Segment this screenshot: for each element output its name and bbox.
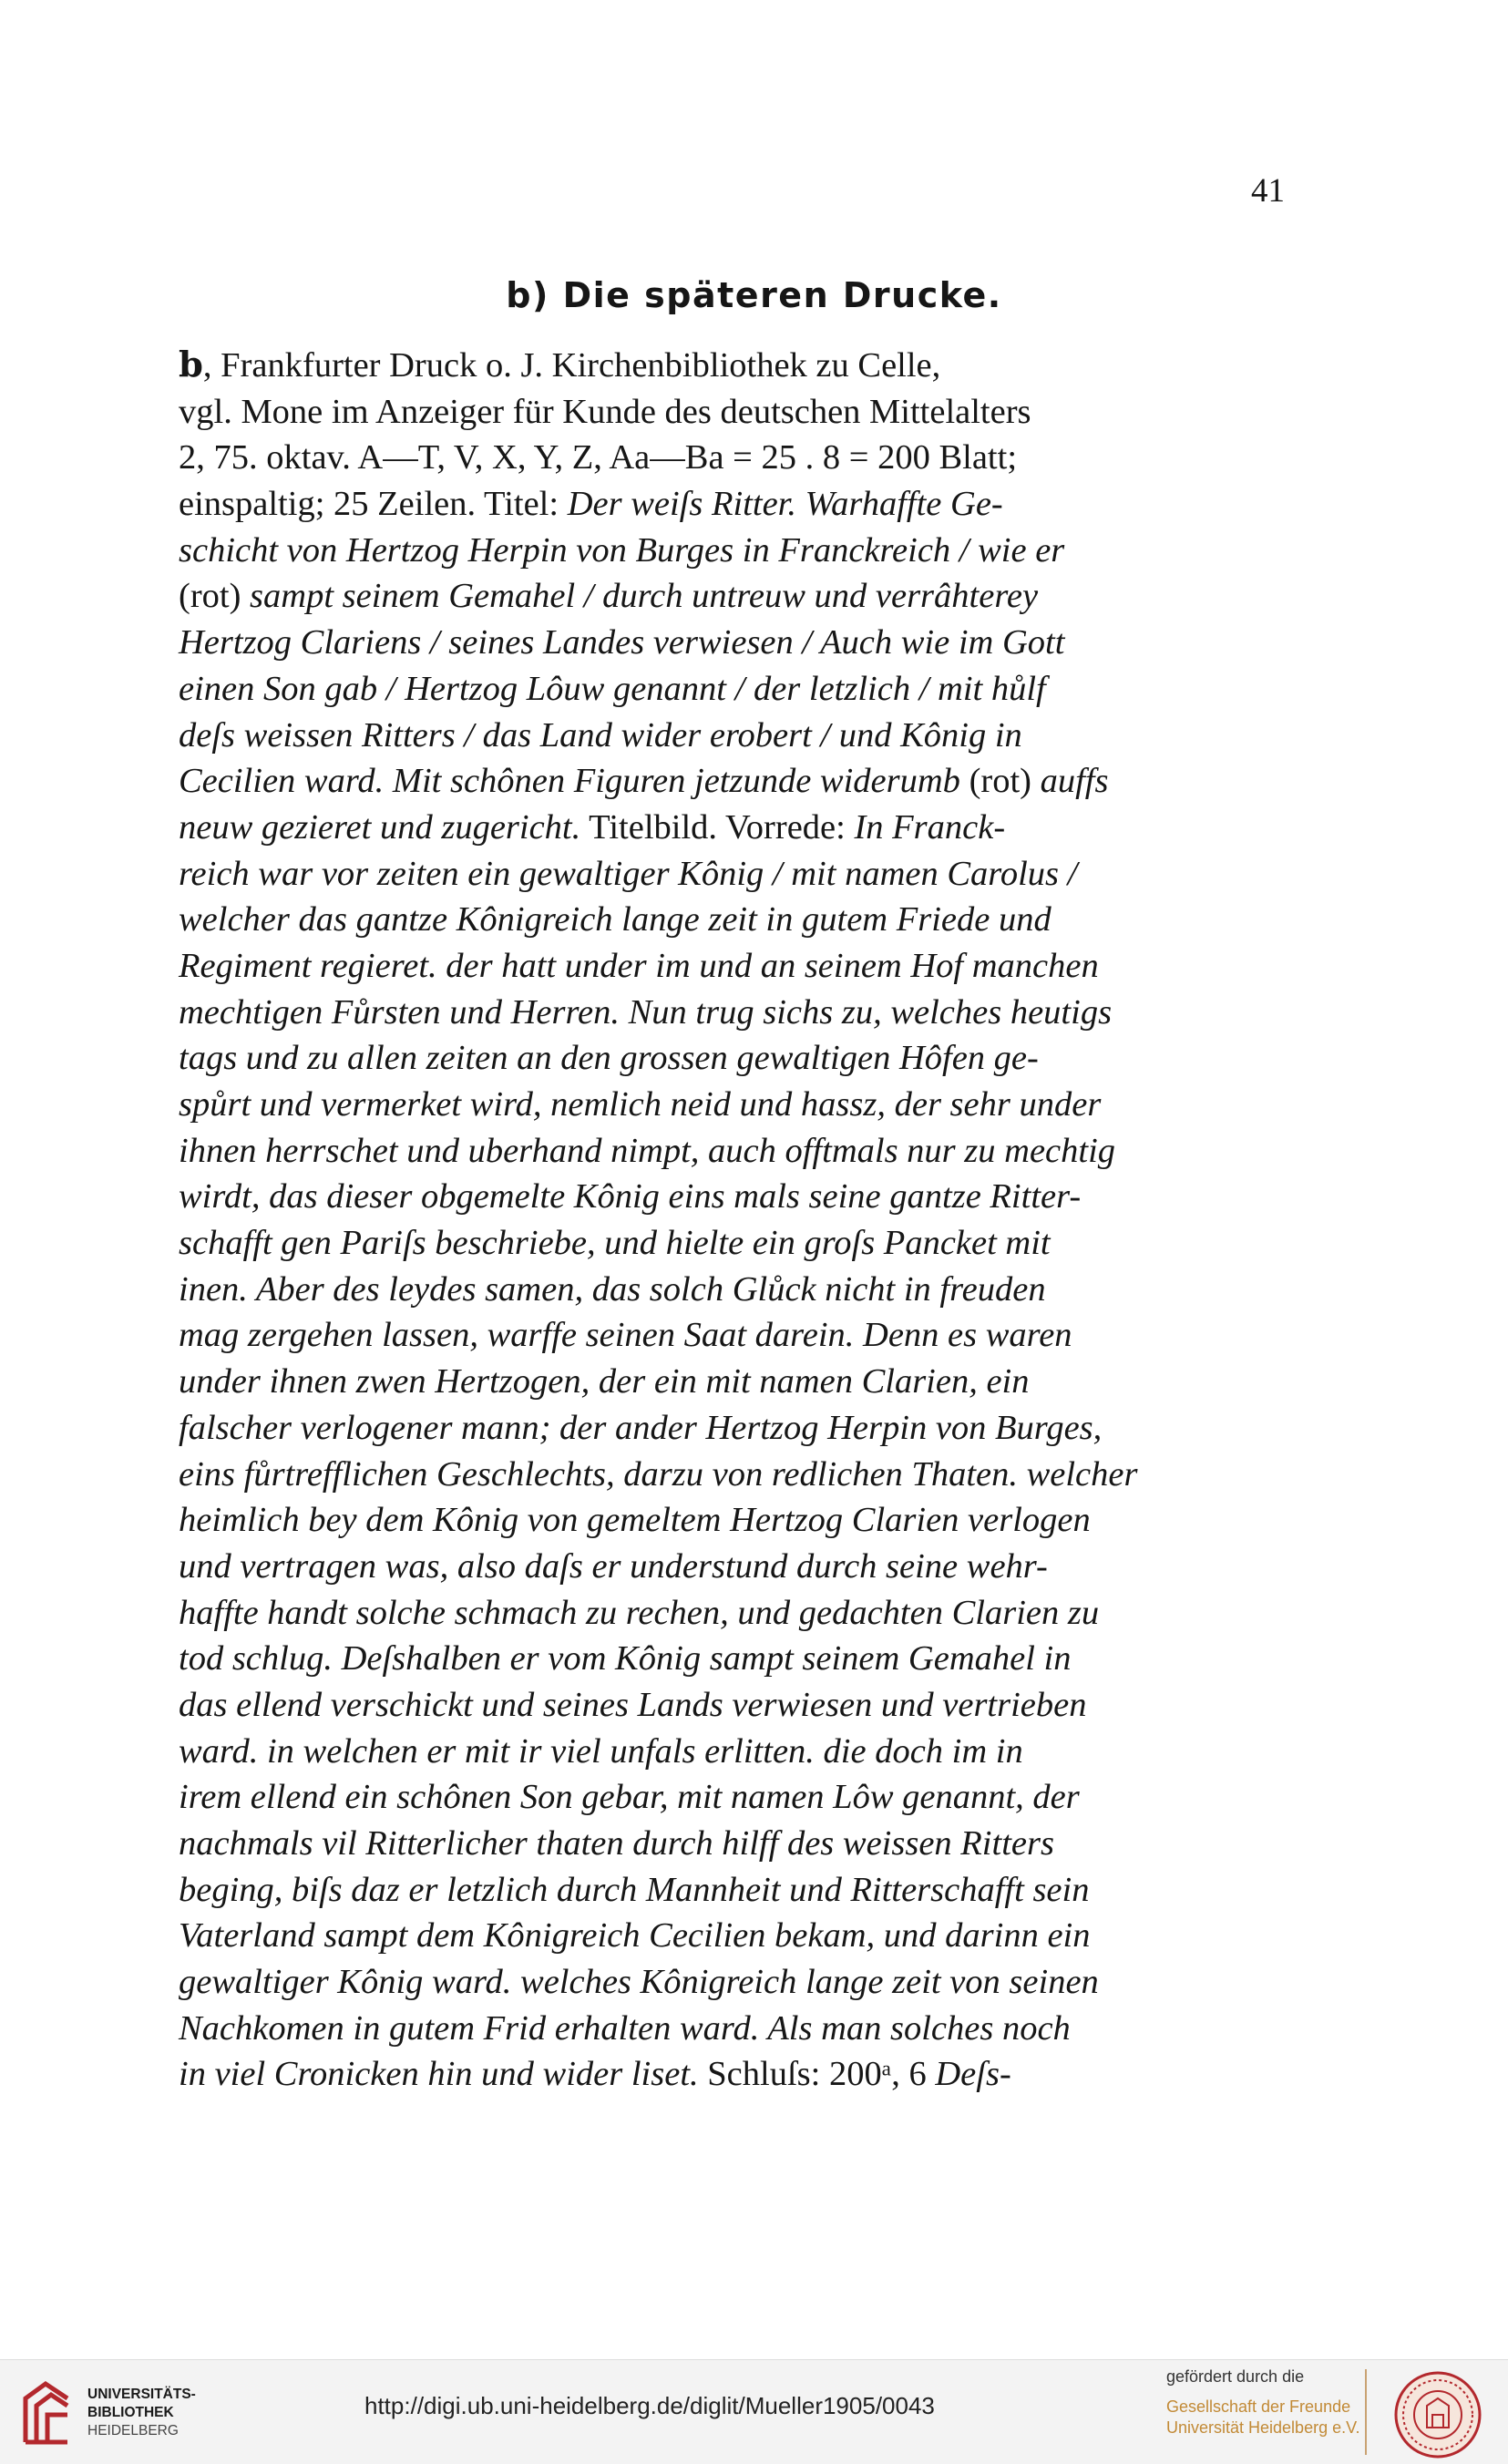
text-line — [179, 666, 1284, 713]
page-number: 41 — [1251, 172, 1285, 210]
text-line — [179, 573, 1284, 620]
text-line — [179, 897, 1284, 943]
text-run: sampt seinem Gemahel / durch untreuw und verrâhterey — [250, 577, 1039, 616]
library-name-line2: BIBLIOTHEK — [87, 2405, 174, 2420]
text-line — [179, 528, 1284, 574]
sponsor-divider — [1365, 2369, 1367, 2455]
text-run: mechtigen Fůrsten und Herren. Nun trug sichs zu, welches heutigs — [179, 992, 1113, 1032]
text-run: Vaterland sampt dem Kônigreich Cecilien bekam, und darinn ein — [179, 1916, 1091, 1956]
text-run: Deſs- — [935, 2055, 1011, 2094]
text-run: in viel Cronicken hin und wider liset. — [179, 2055, 699, 2094]
text-run: wirdt, das dieser obgemelte Kônig eins mals seine gantze Ritter- — [179, 1177, 1082, 1217]
text-run: tags und zu allen zeiten an den grossen gewaltigen Hôfen ge- — [179, 1039, 1039, 1078]
library-logo-text — [87, 2386, 224, 2440]
text-run: deſs weissen Ritters / das Land wider erobert / und Kônig in — [179, 715, 1022, 755]
text-run: tod schlug. Deſshalben er vom Kônig sampt seinem Gemahel in — [179, 1639, 1072, 1679]
text-line — [179, 805, 1284, 851]
text-run: nachmals vil Ritterlicher thaten durch hilff des weissen Ritters — [179, 1824, 1054, 1863]
text-run: neuw gezieret und zugericht. — [179, 807, 581, 847]
text-run: das ellend verschickt und seines Lands verwiesen und vertrieben — [179, 1685, 1087, 1724]
text-line — [179, 2051, 1284, 2098]
section-heading: b) Die späteren Drucke. — [506, 275, 1002, 315]
text-run: schicht von Hertzog Herpin von Burges in Franckreich / wie er — [179, 530, 1065, 570]
text-line — [179, 1497, 1284, 1544]
text-run: welcher das gantze Kônigreich lange zeit in gutem Friede und — [179, 900, 1051, 939]
text-run: Schluſs: 200ᵃ, 6 — [698, 2055, 936, 2094]
library-name-line3: HEIDELBERG — [87, 2423, 179, 2438]
sponsor-name-line1: Gesellschaft der Freunde — [1166, 2397, 1351, 2416]
text-run: einen Son gab / Hertzog Lôuw genannt / der letzlich / mit hůlf — [179, 669, 1046, 708]
text-line — [179, 1913, 1284, 1959]
text-run: haffte handt solche schmach zu rechen, und gedachten Clarien zu — [179, 1593, 1100, 1632]
text-run: Hertzog Clariens / seines Landes verwiesen / Auch wie im Gott — [179, 623, 1065, 662]
text-line — [179, 1405, 1284, 1452]
text-line — [179, 1729, 1284, 1775]
text-run: vgl. Mone im Anzeiger für Kunde des deutschen Mittelalters — [179, 392, 1031, 431]
text-line — [179, 1035, 1284, 1082]
text-run: (rot) — [959, 762, 1041, 801]
text-run: mag zergehen lassen, warffe seinen Saat darein. Denn es waren — [179, 1316, 1072, 1355]
text-run: irem ellend ein schônen Son gebar, mit namen Lôw genannt, der — [179, 1778, 1080, 1817]
text-run: inen. Aber des leydes samen, das solch Glůck nicht in freuden — [179, 1269, 1046, 1309]
text-run: Warhaffte Ge- — [805, 485, 1003, 524]
text-run: schafft gen Pariſs beschriebe, und hielte ein groſs Pancket mit — [179, 1224, 1051, 1263]
text-run: spůrt und vermerket wird, nemlich neid und hassz, der sehr under — [179, 1085, 1102, 1124]
university-seal-icon — [1392, 2369, 1483, 2460]
sponsor-block — [1166, 2366, 1358, 2438]
ub-heidelberg-logo-icon — [18, 2378, 75, 2448]
text-line — [179, 1220, 1284, 1267]
text-line — [179, 481, 1284, 528]
text-run: einspaltig; 25 Zeilen. Titel: — [179, 485, 568, 524]
text-run: ihnen herrschet und uberhand nimpt, auch offtmals nur zu mechtig — [179, 1131, 1116, 1170]
text-line — [179, 1174, 1284, 1220]
text-run: ward. in welchen er mit ir viel unfals erlitten. die doch im in — [179, 1731, 1023, 1771]
text-line — [179, 1636, 1284, 1682]
text-run: gewaltiger Kônig ward. welches Kônigreich lange zeit von seinen — [179, 1963, 1099, 2002]
text-line — [179, 943, 1284, 990]
text-run — [796, 485, 805, 523]
text-run: eins fůrtrefflichen Geschlechts, darzu von redlichen Thaten. welcher — [179, 1454, 1138, 1494]
text-line — [179, 1452, 1284, 1498]
text-run: falscher verlogener mann; der ander Hertzog Herpin von Burges, — [179, 1408, 1103, 1447]
text-line — [179, 1590, 1284, 1637]
body-paragraph — [179, 343, 1284, 2098]
text-run: reich war vor zeiten ein gewaltiger Kônig / mit namen Carolus / — [179, 854, 1078, 893]
text-line — [179, 435, 1284, 481]
text-line — [179, 713, 1284, 759]
text-line — [179, 389, 1284, 436]
text-line — [179, 1312, 1284, 1359]
text-run: Titelbild. Vorrede: — [580, 807, 855, 847]
text-line — [179, 851, 1284, 898]
text-run: b — [179, 344, 203, 385]
text-line — [179, 620, 1284, 666]
sponsor-name-line2: Universität Heidelberg e.V. — [1166, 2418, 1360, 2437]
text-run: beging, biſs daz er letzlich durch Mannheit und Ritterschafft sein — [179, 1870, 1090, 1909]
text-line — [179, 758, 1284, 805]
text-run: Der weiſs Ritter. — [567, 485, 797, 524]
text-line — [179, 2006, 1284, 2052]
text-line — [179, 1082, 1284, 1128]
text-line — [179, 343, 1284, 389]
text-run: auffs — [1040, 762, 1109, 801]
permalink-url[interactable]: http://digi.ub.uni-heidelberg.de/diglit/Mueller1905/0043 — [364, 2392, 935, 2419]
text-line — [179, 1867, 1284, 1914]
text-run: Cecilien ward. Mit schônen Figuren jetzunde widerumb — [179, 762, 960, 801]
text-line — [179, 1544, 1284, 1590]
text-line — [179, 1959, 1284, 2006]
text-run: (rot) — [179, 577, 251, 616]
text-line — [179, 1774, 1284, 1821]
text-run: In Franck- — [854, 807, 1006, 847]
text-run: , Frankfurter Druck o. J. Kirchenbibliothek zu Celle, — [202, 346, 941, 385]
text-line — [179, 1267, 1284, 1313]
text-run: heimlich bey dem Kônig von gemeltem Hertzog Clarien verlogen — [179, 1501, 1091, 1540]
sponsor-label: gefördert durch die — [1166, 2367, 1305, 2386]
text-run: Regiment regieret. der hatt under im und an seinem Hof manchen — [179, 946, 1099, 985]
text-line — [179, 990, 1284, 1036]
text-line — [179, 1682, 1284, 1729]
text-line — [179, 1128, 1284, 1175]
text-run: under ihnen zwen Hertzogen, der ein mit namen Clarien, ein — [179, 1362, 1030, 1401]
text-run: Nachkomen in gutem Frid erhalten ward. Als man solches noch — [179, 2008, 1071, 2048]
library-name-line1: UNIVERSITÄTS- — [87, 2387, 196, 2402]
text-line — [179, 1359, 1284, 1405]
text-line — [179, 1821, 1284, 1867]
text-run: 2, 75. oktav. A—T, V, X, Y, Z, Aa—Ba = 25 . 8 = 200 Blatt; — [179, 438, 1018, 477]
text-run: und vertragen was, also daſs er understund durch seine wehr- — [179, 1546, 1048, 1586]
